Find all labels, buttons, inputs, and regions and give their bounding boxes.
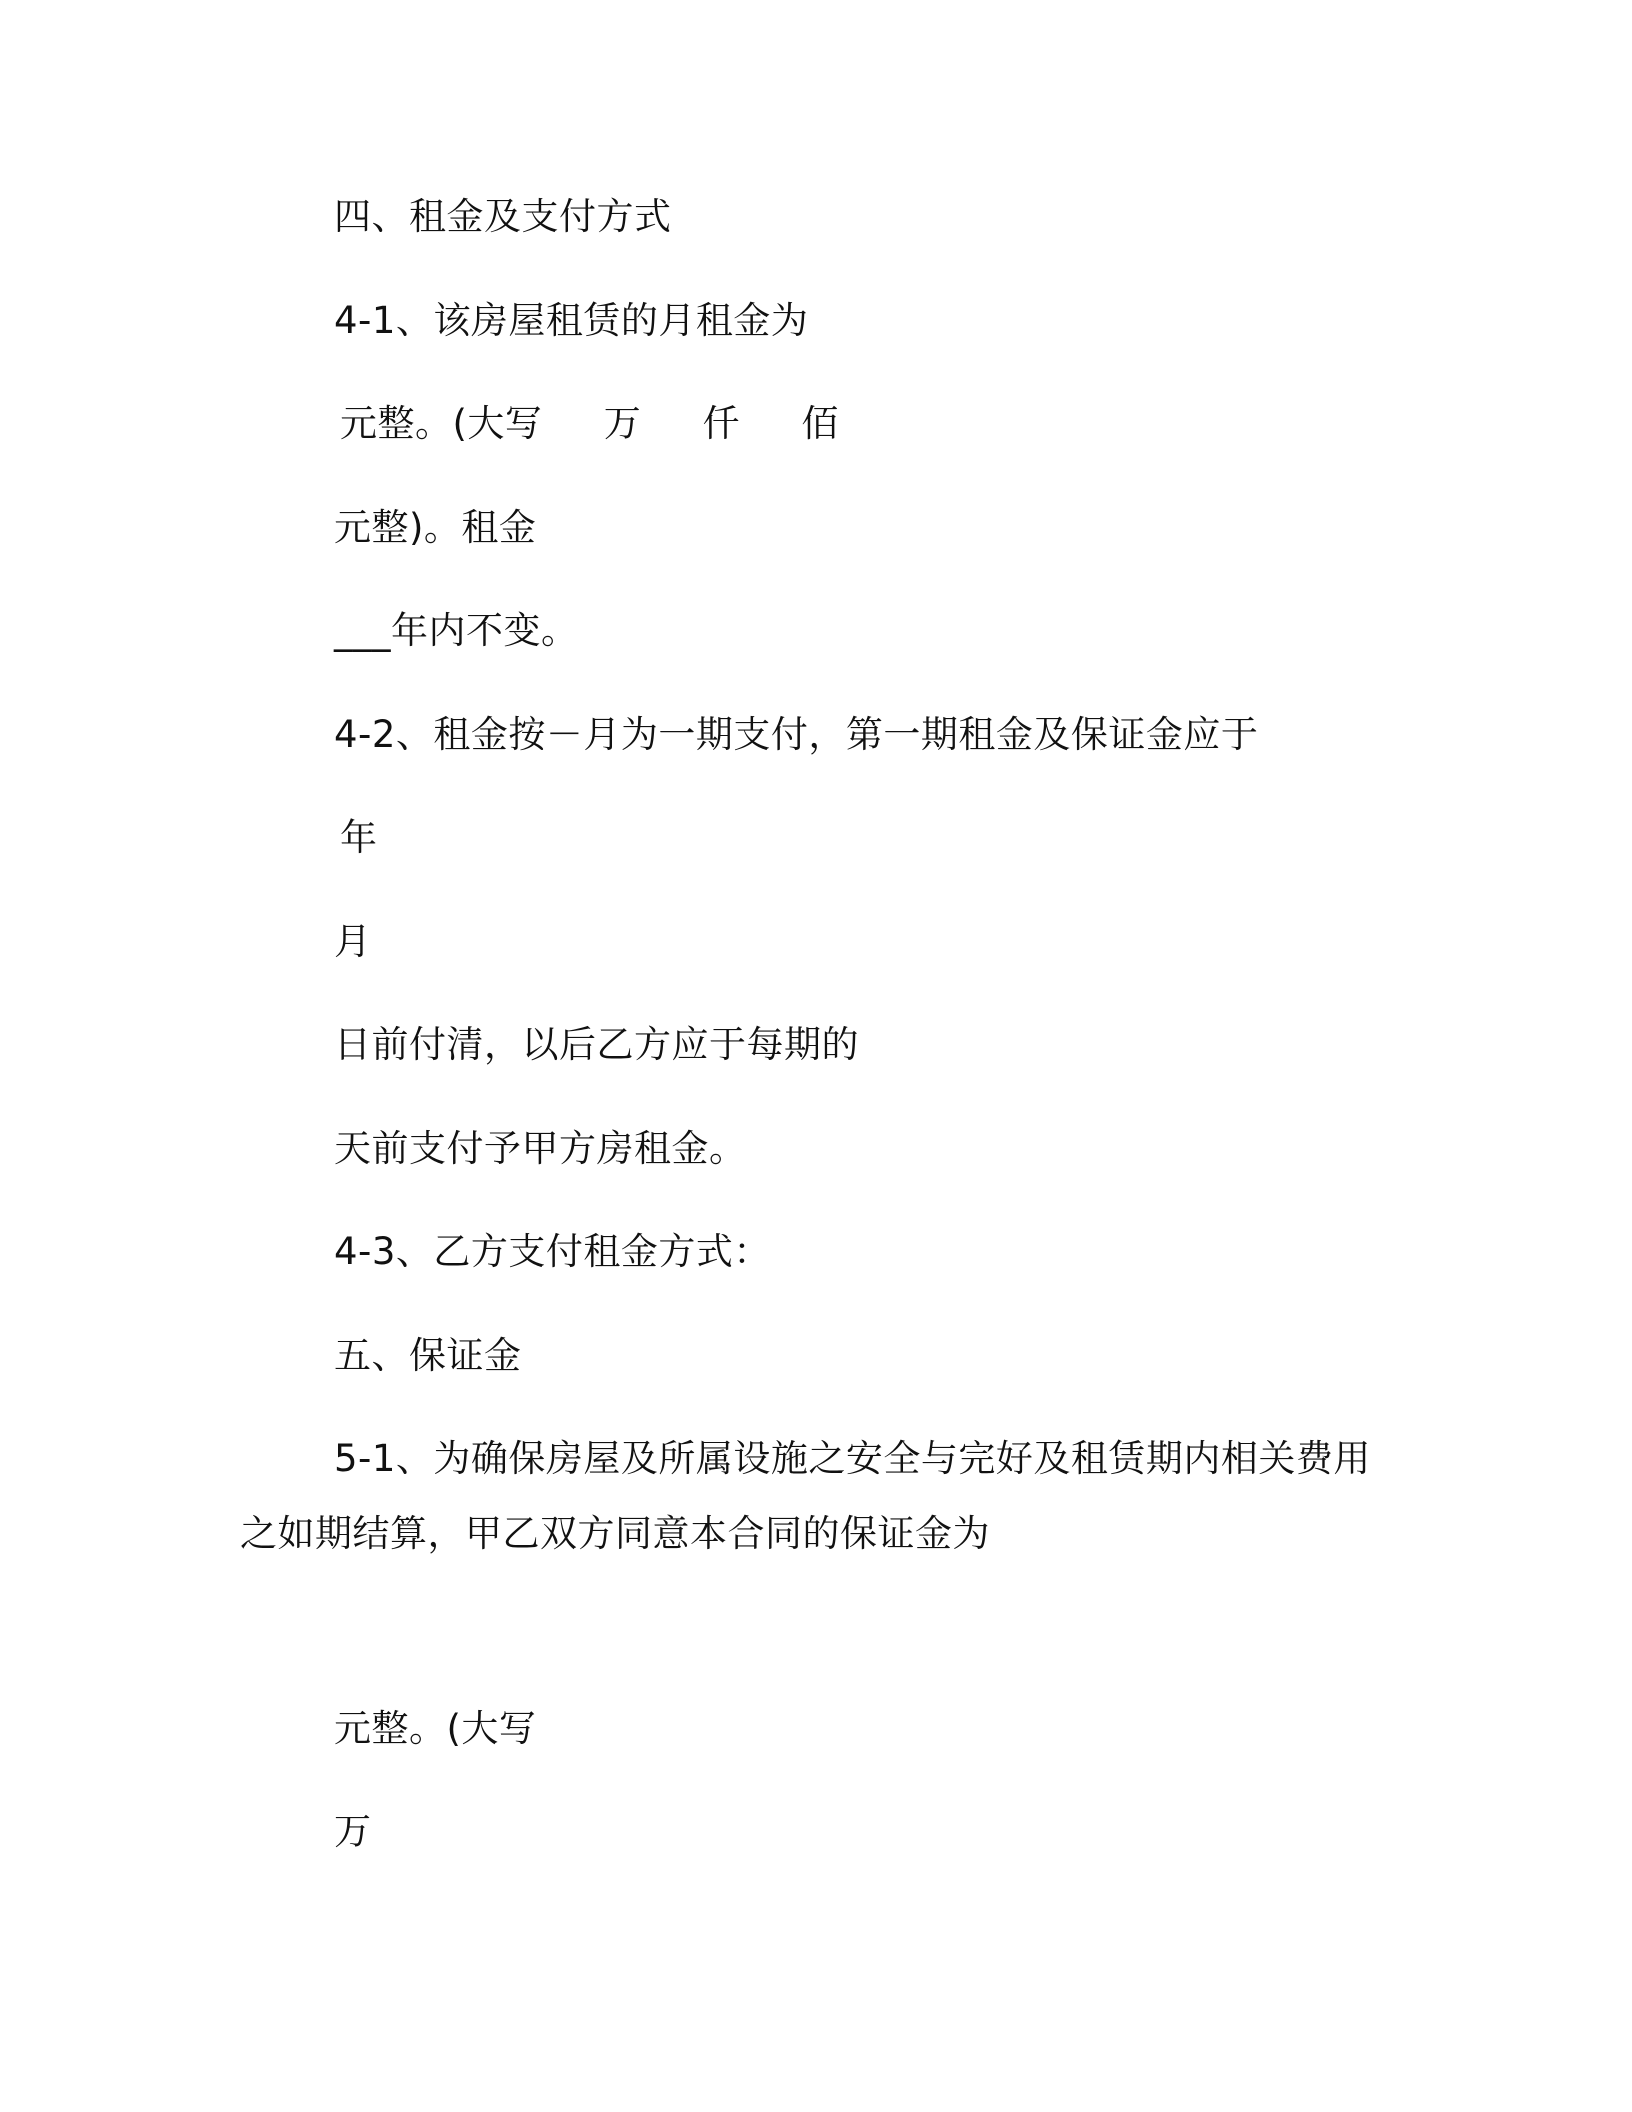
clause-5-1: 5-1、为确保房屋及所属设施之安全与完好及租赁期内相关费用 (334, 1437, 1371, 1480)
clause-5-1-continuation: 之如期结算，甲乙双方同意本合同的保证金为 (240, 1512, 990, 1555)
clause-4-2: 4-2、租金按－月为一期支付，第一期租金及保证金应于 (334, 713, 1259, 756)
clause-4-3: 4-3、乙方支付租金方式： (334, 1230, 771, 1273)
clause-5-1-wan: 万 (334, 1810, 372, 1853)
section-heading-rent-payment: 四、租金及支付方式 (334, 195, 672, 238)
clause-4-1-amount-uppercase: 元整。(大写 万 仟 佰 (340, 402, 839, 445)
clause-4-2-day: 日前付清，以后乙方应于每期的 (334, 1023, 859, 1066)
clause-4-1-term-unchanged: ___年内不变。 (334, 609, 579, 652)
section-heading-deposit: 五、保证金 (334, 1334, 522, 1377)
clause-4-1-rent: 元整)。租金 (334, 506, 537, 549)
clause-4-2-year: 年 (340, 816, 378, 859)
clause-4-2-days-before: 天前支付予甲方房租金。 (334, 1127, 747, 1170)
clause-4-1: 4-1、该房屋租赁的月租金为 (334, 299, 809, 342)
clause-5-1-amount-uppercase: 元整。(大写 (334, 1707, 537, 1750)
clause-4-2-month: 月 (334, 920, 372, 963)
